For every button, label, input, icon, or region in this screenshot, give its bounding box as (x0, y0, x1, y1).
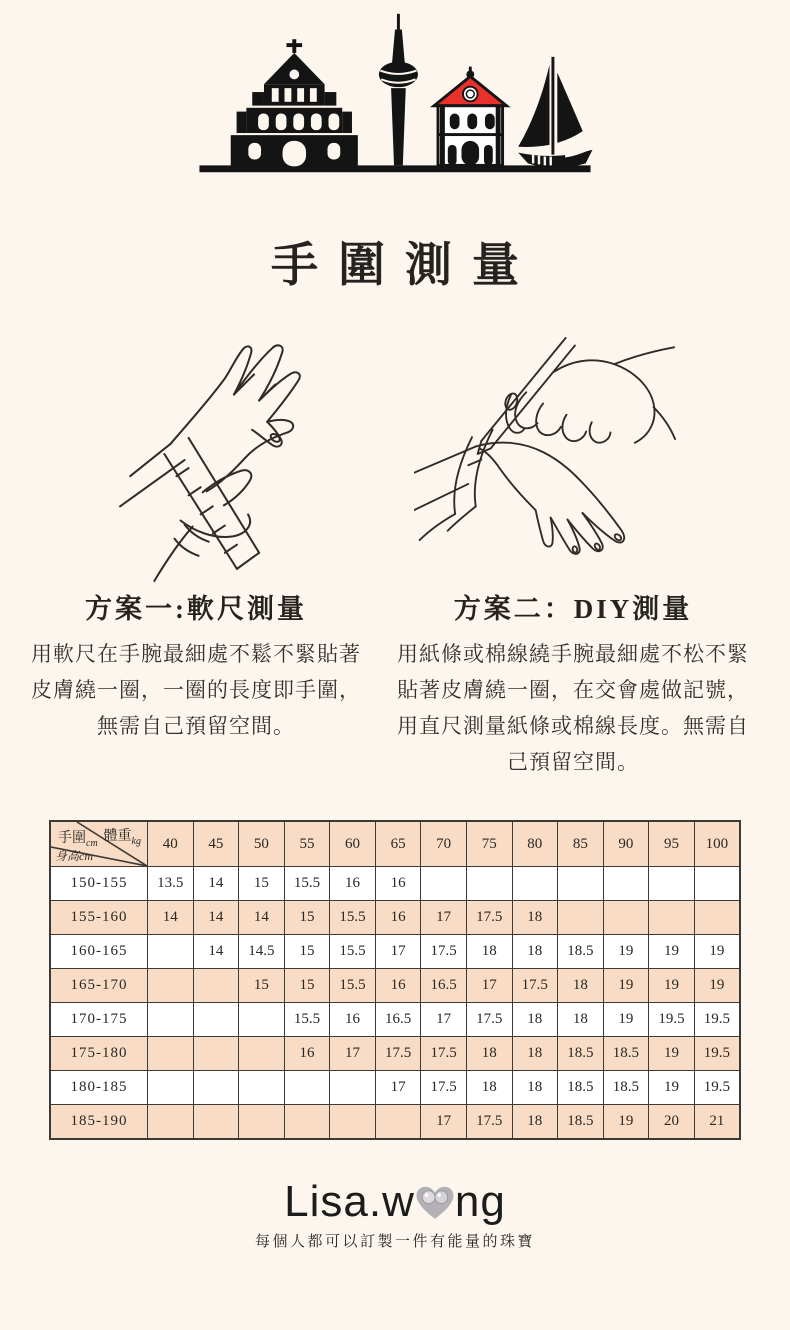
wrist-size-cell: 19.5 (649, 1003, 695, 1037)
table-row (50, 901, 740, 935)
height-range-cell: 170-175 (50, 1003, 148, 1037)
height-range-cell: 185-190 (50, 1105, 148, 1140)
weight-header-cell: 75 (466, 821, 512, 867)
wrist-size-cell: 18 (558, 1003, 604, 1037)
height-range-cell: 150-155 (50, 867, 148, 901)
page-title: 手圍測量 (271, 240, 539, 292)
wrist-size-cell (193, 1105, 239, 1140)
wrist-size-cell: 16 (330, 867, 376, 901)
brand-logo (284, 1177, 506, 1227)
wrist-size-cell: 18 (512, 901, 558, 935)
wrist-size-cell: 18.5 (558, 1037, 604, 1071)
wrist-size-cell: 19 (694, 935, 740, 969)
wrist-size-cell (148, 1071, 194, 1105)
wrist-size-cell (649, 867, 695, 901)
wrist-size-cell: 19 (603, 1003, 649, 1037)
wrist-size-cell (330, 1105, 376, 1140)
wrist-size-cell: 19 (649, 969, 695, 1003)
red-roof-building-icon (434, 67, 506, 166)
wrist-size-cell: 16 (375, 901, 421, 935)
diy-marking-illustration (414, 323, 676, 585)
wrist-size-cell (603, 867, 649, 901)
wrist-size-cell: 18 (466, 935, 512, 969)
wrist-size-cell: 16 (375, 867, 421, 901)
weight-header-cell: 85 (558, 821, 604, 867)
wrist-size-cell: 20 (649, 1105, 695, 1140)
wrist-size-cell: 17.5 (466, 901, 512, 935)
wrist-size-cell: 19 (603, 1105, 649, 1140)
wrist-size-cell: 15.5 (284, 867, 330, 901)
wrist-size-cell: 17.5 (466, 1105, 512, 1140)
tape-measure-wrist-illustration (114, 323, 376, 585)
wrist-size-cell: 18 (512, 1071, 558, 1105)
wrist-size-cell: 16 (284, 1037, 330, 1071)
wrist-size-cell (649, 901, 695, 935)
wrist-size-cell (148, 1105, 194, 1140)
wrist-size-cell (558, 867, 604, 901)
wrist-size-cell: 17 (466, 969, 512, 1003)
wrist-size-cell (603, 901, 649, 935)
wrist-size-cell: 16.5 (375, 1003, 421, 1037)
wrist-size-cell: 15 (239, 969, 285, 1003)
size-table (49, 820, 741, 1140)
method-2-section (387, 587, 759, 780)
wrist-size-cell: 15 (284, 935, 330, 969)
wrist-size-cell (330, 1071, 376, 1105)
wrist-size-cell: 18 (512, 1105, 558, 1140)
brand-footer (254, 1177, 535, 1251)
wrist-size-cell: 15 (284, 901, 330, 935)
table-row (50, 867, 740, 901)
wrist-size-cell: 13.5 (148, 867, 194, 901)
wrist-size-cell: 17 (330, 1037, 376, 1071)
wrist-size-cell: 19.5 (694, 1037, 740, 1071)
illustrations-row (114, 323, 676, 585)
wrist-size-cell: 18 (512, 1037, 558, 1071)
wrist-size-cell: 17.5 (512, 969, 558, 1003)
wrist-size-cell: 16 (375, 969, 421, 1003)
wrist-size-cell (193, 1071, 239, 1105)
table-row (50, 1003, 740, 1037)
wrist-size-cell (375, 1105, 421, 1140)
wrist-size-cell (239, 1105, 285, 1140)
table-row (50, 935, 740, 969)
wrist-size-cell: 15.5 (330, 935, 376, 969)
wrist-size-cell: 17.5 (466, 1003, 512, 1037)
table-row (50, 1105, 740, 1140)
wrist-size-cell (694, 867, 740, 901)
table-header-row (50, 821, 740, 867)
wrist-size-cell: 14 (148, 901, 194, 935)
weight-header-cell: 50 (239, 821, 285, 867)
tape-measure-wrist-icon (114, 323, 376, 585)
wrist-size-cell: 17 (421, 901, 467, 935)
wrist-size-cell: 15.5 (330, 969, 376, 1003)
wrist-size-cell: 17 (375, 1071, 421, 1105)
pen-marking-wrist-icon (414, 323, 676, 585)
wrist-size-cell: 19 (649, 935, 695, 969)
wrist-size-cell: 21 (694, 1105, 740, 1140)
wrist-size-cell: 16.5 (421, 969, 467, 1003)
wrist-size-cell: 19 (649, 1071, 695, 1105)
wrist-size-cell: 18.5 (558, 935, 604, 969)
logo-text-suffix: ng (454, 1177, 506, 1227)
wrist-size-cell: 19.5 (694, 1071, 740, 1105)
height-range-cell: 175-180 (50, 1037, 148, 1071)
weight-header-cell: 95 (649, 821, 695, 867)
method-1-heading: 方案一:軟尺測量 (85, 594, 307, 624)
wrist-size-cell (694, 901, 740, 935)
method-1-section (31, 587, 361, 744)
wrist-size-cell (239, 1071, 285, 1105)
wrist-size-cell: 18.5 (558, 1071, 604, 1105)
height-range-cell: 165-170 (50, 969, 148, 1003)
wrist-size-cell: 19 (603, 935, 649, 969)
wrist-size-cell: 14 (193, 901, 239, 935)
macau-tower-icon (379, 14, 418, 166)
wrist-size-cell: 17.5 (421, 1037, 467, 1071)
wrist-size-cell: 17.5 (375, 1037, 421, 1071)
wrist-size-cell (558, 901, 604, 935)
wrist-size-cell: 17.5 (421, 1071, 467, 1105)
height-range-cell: 180-185 (50, 1071, 148, 1105)
wrist-size-cell (193, 1037, 239, 1071)
wrist-size-cell: 15 (239, 867, 285, 901)
weight-header-cell: 80 (512, 821, 558, 867)
wrist-size-cell (284, 1071, 330, 1105)
weight-header-cell: 90 (603, 821, 649, 867)
wrist-size-cell: 18.5 (603, 1037, 649, 1071)
table-row (50, 1071, 740, 1105)
table-corner-cell (50, 821, 148, 867)
wrist-size-cell (148, 935, 194, 969)
brand-tagline: 每個人都可以訂製一件有能量的珠寶 (254, 1234, 535, 1251)
wrist-size-cell: 15.5 (284, 1003, 330, 1037)
weight-header-cell: 60 (330, 821, 376, 867)
weight-header-cell: 45 (193, 821, 239, 867)
weight-header-cell: 100 (694, 821, 740, 867)
wrist-size-cell: 14 (193, 867, 239, 901)
macau-skyline-icon (185, 6, 605, 182)
weight-header-cell: 65 (375, 821, 421, 867)
wrist-size-cell: 18 (466, 1071, 512, 1105)
wrist-size-cell: 16 (330, 1003, 376, 1037)
wrist-size-cell: 19 (694, 969, 740, 1003)
wrist-size-cell: 17 (421, 1105, 467, 1140)
wrist-size-cell: 17 (375, 935, 421, 969)
weight-header-cell: 55 (284, 821, 330, 867)
corner-label-weight: 體重$_{kg}$ (103, 829, 141, 848)
wrist-size-cell: 19 (603, 969, 649, 1003)
macau-skyline-illustration (185, 6, 605, 182)
height-range-cell: 155-160 (50, 901, 148, 935)
wrist-size-cell: 18 (512, 935, 558, 969)
wrist-size-cell (193, 1003, 239, 1037)
method-2-heading: 方案二：DIY測量 (453, 594, 693, 624)
wrist-size-cell (466, 867, 512, 901)
heart-with-pearls-icon (416, 1186, 454, 1222)
wrist-size-cell (148, 969, 194, 1003)
wrist-size-cell: 18 (512, 1003, 558, 1037)
height-range-cell: 160-165 (50, 935, 148, 969)
wrist-size-cell: 19.5 (694, 1003, 740, 1037)
method-1-body: 用軟尺在手腕最細處不鬆不緊貼著皮膚繞一圈，一圈的長度即手圍，無需自己預留空間。 (31, 642, 361, 739)
wrist-size-cell: 18.5 (558, 1105, 604, 1140)
wrist-size-cell: 17.5 (421, 935, 467, 969)
wrist-size-cell: 18.5 (603, 1071, 649, 1105)
wrist-size-cell: 15 (284, 969, 330, 1003)
weight-header-cell: 70 (421, 821, 467, 867)
wrist-size-cell (421, 867, 467, 901)
wrist-size-cell: 15.5 (330, 901, 376, 935)
method-2-body: 用紙條或棉線繞手腕最細處不松不緊貼著皮膚繞一圈，在交會處做記號，用直尺測量紙條或棉線長度。無需自己預留空間。 (397, 642, 749, 775)
wrist-size-cell (148, 1037, 194, 1071)
wrist-size-cell: 14 (193, 935, 239, 969)
weight-header-cell: 40 (148, 821, 194, 867)
wrist-size-cell (193, 969, 239, 1003)
table-row (50, 1037, 740, 1071)
wrist-size-cell: 18 (558, 969, 604, 1003)
wrist-size-cell: 18 (466, 1037, 512, 1071)
wrist-size-cell: 17 (421, 1003, 467, 1037)
wrist-size-cell (148, 1003, 194, 1037)
logo-text-prefix: Lisa.w (284, 1177, 415, 1227)
wrist-size-cell: 14.5 (239, 935, 285, 969)
wrist-size-cell (239, 1003, 285, 1037)
corner-label-height: 身高cm (55, 849, 94, 864)
wrist-size-cell: 14 (239, 901, 285, 935)
wrist-size-cell (512, 867, 558, 901)
size-table-wrap (49, 820, 741, 1140)
table-row (50, 969, 740, 1003)
corner-label-wrist: 手圍$_{cm}$ (58, 831, 98, 850)
wrist-size-cell (284, 1105, 330, 1140)
wrist-size-cell (239, 1037, 285, 1071)
wrist-size-cell: 19 (649, 1037, 695, 1071)
methods-row (31, 587, 759, 780)
